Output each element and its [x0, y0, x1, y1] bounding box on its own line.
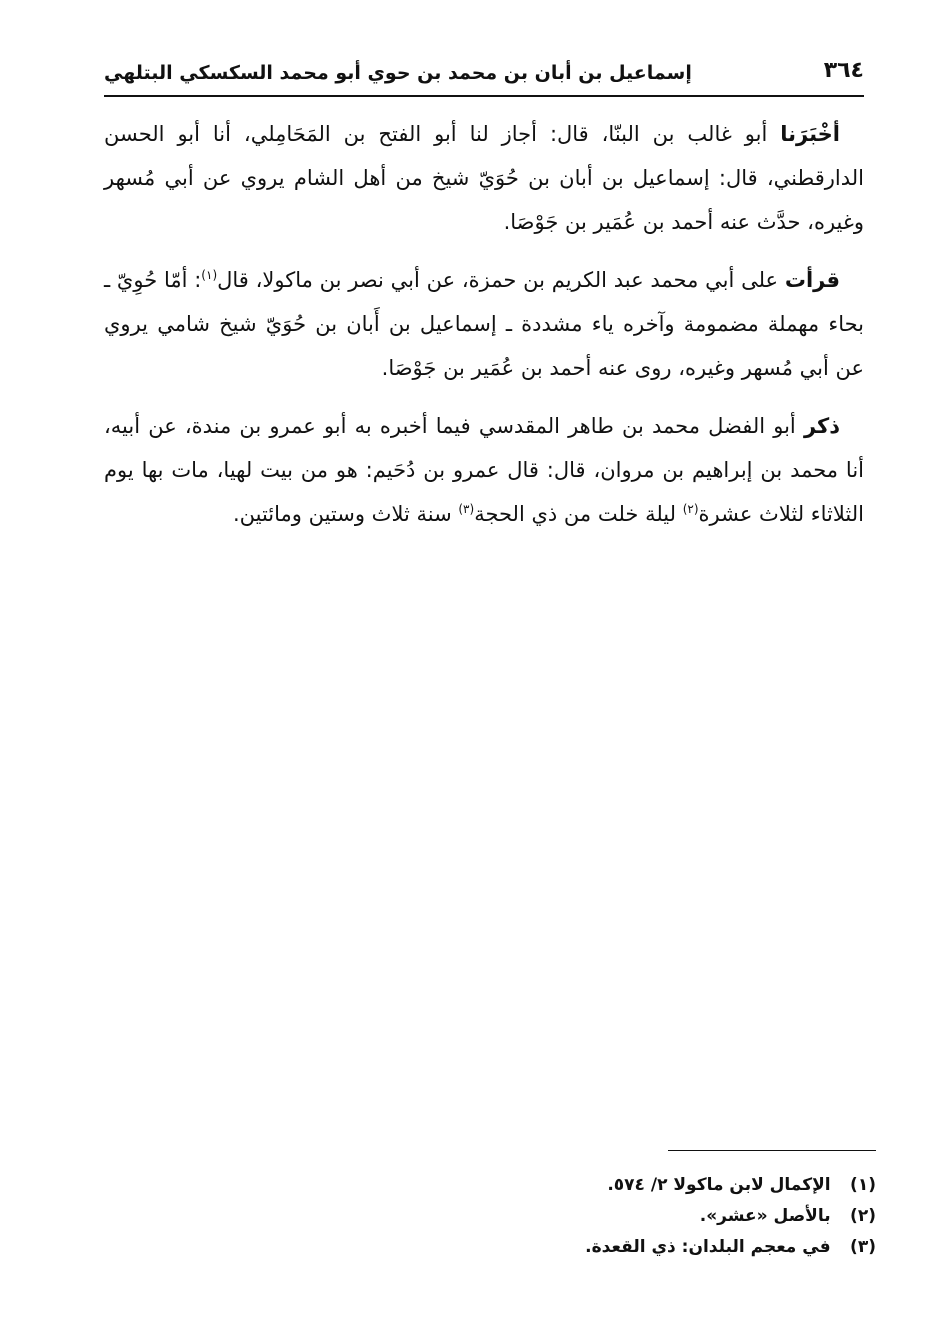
- paragraph-text: سنة ثلاث وستين ومائتين.: [232, 502, 459, 526]
- paragraph-text: أبو غالب بن البنّا، قال: أجاز لنا أبو الفتح بن المَحَامِلي، أنا أبو الحسن الدارقطني، قال: إسماعيل بن أبان بن حُوَيّ شيخ من أهل الشام يروي عن أبي مُسهر وغيره، حدَّث عنه أحمد بن عُمَير بن جَوْصَا.: [104, 122, 864, 234]
- main-text: [104, 112, 864, 550]
- header-rule: [104, 95, 864, 97]
- page-header: [104, 58, 864, 98]
- footnote-number: (٣): [850, 1237, 876, 1257]
- footnote-number: (١): [850, 1175, 876, 1195]
- paragraph-text: : أمّا حُوِيّ ـ بحاء مهملة مضمومة وآخره ياء مشددة ـ إسماعيل بن أَبان بن حُوَيّ شيخ شامي يروي عن أبي مُسهر وغيره، روى عنه أحمد بن عُمَير بن جَوْصَا.: [104, 268, 864, 380]
- paragraph-1: [104, 112, 864, 244]
- footnote-3: [400, 1232, 876, 1263]
- paragraph-text: أبو الفضل محمد بن طاهر المقدسي فيما أخبره به أبو عمرو بن مندة، عن أبيه، أنا محمد بن إبراهيم بن مروان، قال: قال عمرو بن دُحَيم: هو من بيت لهيا، مات بها يوم الثلاثاء لثلاث عشرة: [104, 414, 864, 526]
- footnote-1: [400, 1170, 876, 1201]
- paragraph-text: على أبي محمد عبد الكريم بن حمزة، عن أبي نصر بن ماكولا، قال: [217, 268, 779, 292]
- footnote-ref-2[interactable]: (٢): [682, 502, 699, 516]
- paragraph-3: [104, 404, 864, 536]
- paragraph-2: [104, 258, 864, 390]
- paragraph-text: ليلة خلت من ذي الحجة: [474, 502, 683, 526]
- footnote-text: بالأصل «عشر».: [699, 1206, 831, 1226]
- footnote-number: (٢): [850, 1206, 876, 1226]
- footnote-ref-1[interactable]: (١): [201, 268, 218, 282]
- page-number: ٣٦٤: [823, 58, 864, 83]
- footnote-rule: [668, 1150, 876, 1151]
- footnote-ref-3[interactable]: (٣): [458, 502, 475, 516]
- footnote-text: في معجم البلدان: ذي القعدة.: [585, 1237, 831, 1257]
- paragraph-lead: ذكر: [803, 414, 840, 438]
- paragraph-lead: قرأت: [784, 268, 840, 292]
- footnotes: [400, 1170, 876, 1263]
- footnote-text: الإكمال لابن ماكولا ٢/ ٥٧٤.: [607, 1175, 831, 1195]
- paragraph-lead: أخْبَرَنا: [780, 122, 840, 146]
- footnote-2: [400, 1201, 876, 1232]
- running-head: إسماعيل بن أبان بن محمد بن حوي أبو محمد السكسكي البتلهي: [104, 62, 692, 84]
